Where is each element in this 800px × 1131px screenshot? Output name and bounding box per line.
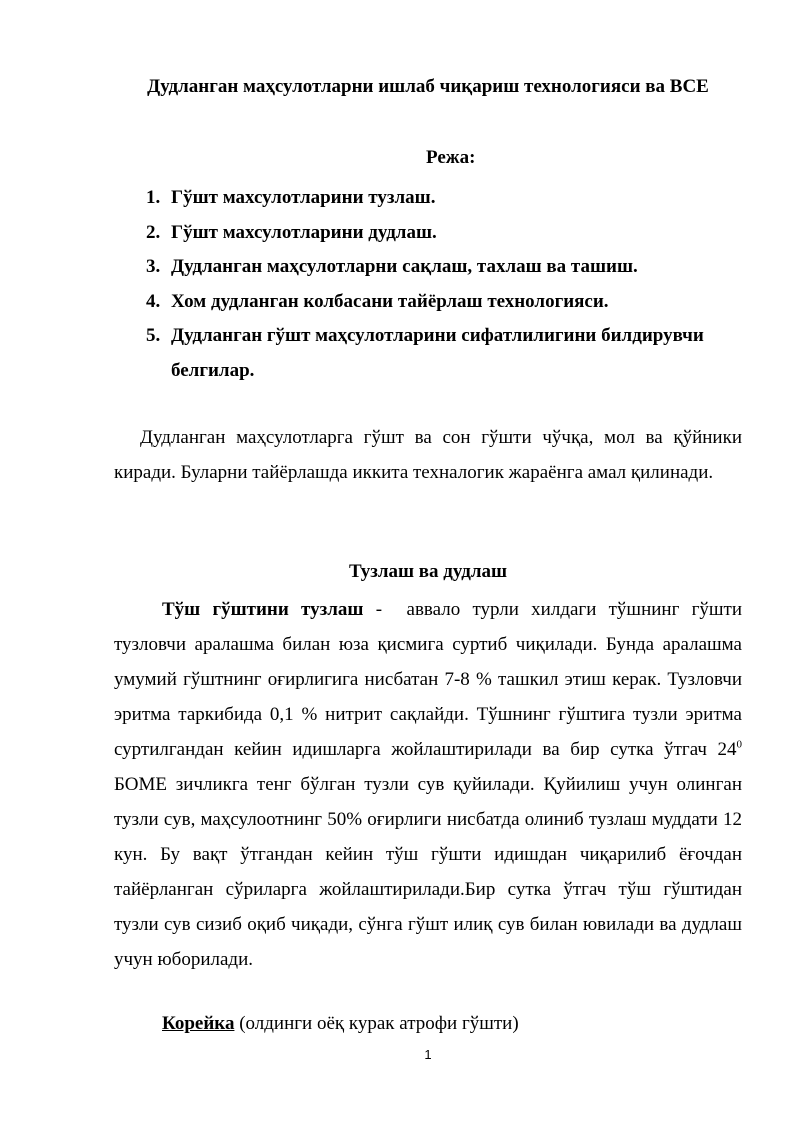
degree-superscript: 0 [736,738,742,751]
body-text-part1: аввало турли хилдаги тўшнинг гўшти тузловчи аралашма билан юза қисмига суртиб чиқилади. Бунда аралашма умумий гўштнинг оғирлигига нисбатан 7-8 % ташкил этиш керак. Тузловчи эритма таркибида 0,1 % нитрит сақлайди. Тўшнинг гўштига тузли эритма суртилгандан кейин идишларга жойлаштирилади ва бир сутка ўтгач 24 [114,599,742,760]
plan-list [146,181,746,388]
intro-paragraph: Дудланган маҳсулотларга гўшт ва сон гўшти чўчқа, мол ва қўйники киради. Буларни тайёрлашда иккита техналогик жараёнга амал қилинади. [114,427,742,483]
body-text-part2: БОМЕ зичликга тенг бўлган тузли сув қуйилади. Қуйилиш учун олинган тузли сув, маҳсулоотнинг 50% оғирлиги нисбатда олиниб тузлаш муддати 12 кун. Бу вақт ўтгандан кейин тўш гўшти идишдан чиқарилиб ёғочдан тайёрланган сўриларга жойлаштирилади.Бир сутка ўтгач тўш гўштидан тузли сув сизиб оқиб чиқади, сўнга гўшт илиқ сув билан ювилади ва дудлаш учун юборилади. [114,739,752,970]
koreyka-line [162,1013,519,1035]
plan-item-number: 2. [146,221,161,243]
koreyka-description: (олдинги оёқ курак атрофи гўшти) [234,1013,519,1034]
plan-item-number: 5. [146,325,161,346]
plan-item-text: Гўшт махсулотларини тузлаш. [171,187,436,208]
lead-term: Тўш гўштини тузлаш [162,599,364,620]
plan-item-text: Гўшт махсулотларини дудлаш. [171,221,437,243]
plan-item-text: Дудланган маҳсулотларни сақлаш, тахлаш ва ташиш. [171,256,638,277]
lead-dash: - [363,599,407,620]
page-number: 1 [424,1047,432,1062]
plan-item [146,285,746,320]
plan-item [146,319,746,388]
section-heading: Тузлаш ва дудлаш [348,561,508,582]
document-title: Дудланган маҳсулотларни ишлаб чиқариш технологияси ва ВСЕ [147,76,709,97]
plan-item [146,216,746,251]
plan-item-text: Хом дудланган колбасани тайёрлаш технологияси. [171,290,609,312]
koreyka-term: Корейка [162,1013,235,1034]
plan-heading: Режа: [426,147,476,168]
plan-item [146,181,746,216]
body-paragraph [114,592,752,977]
plan-item-number: 1. [146,187,161,208]
plan-item-number: 4. [146,290,161,312]
plan-item-number: 3. [146,256,161,277]
plan-item-text: Дудланган гўшт маҳсулотларини сифатлилигини билдирувчи белгилар. [171,325,704,381]
plan-item [146,250,746,285]
